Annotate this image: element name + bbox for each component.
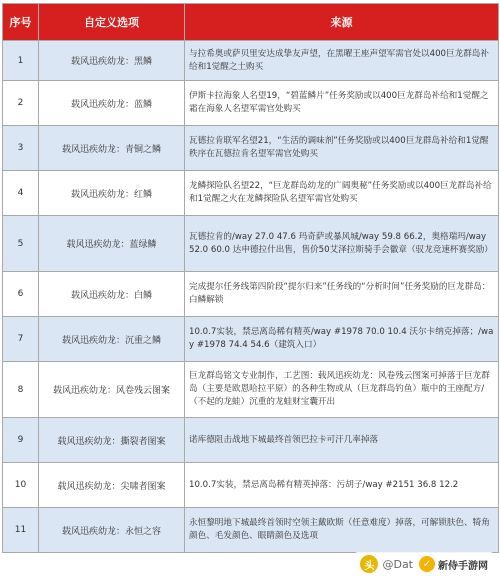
- table-row: [3, 362, 499, 418]
- table-row: [3, 317, 499, 362]
- row-number: 3: [3, 126, 39, 171]
- table-header-row: [3, 4, 499, 41]
- row-source: 10.0.7实装，禁忌离岛稀有精英掉落：污胡子/way #2151 36.8 12.2: [185, 463, 499, 508]
- row-number: 8: [3, 362, 39, 418]
- row-source: 伊斯卡拉海象人名望19，“碧蓝鳞片”任务奖励或以400巨龙群岛补给和1觉醒之霜在海象人名望军需官处购买: [185, 81, 499, 126]
- row-option: 载风迅疾幼龙：风卷残云图案: [39, 362, 185, 418]
- table-row: [3, 81, 499, 126]
- row-source: 巨龙群岛铭文专业制作，工艺图：载风迅疾幼龙：风卷残云图案可掉落于巨龙群岛（主要是欧恩哈拉平原）的各种生物或从（巨龙群岛钓鱼）瓶中的王座配方/（不起的龙蛙）沉重的龙蛙财宝囊开出: [185, 362, 499, 418]
- table-row: [3, 463, 499, 508]
- row-number: 10: [3, 463, 39, 508]
- row-source: 完成提尔任务线第四阶段“提尔归来”任务线的“分析时间”任务奖励的巨龙群岛：白鳞解锁: [185, 272, 499, 317]
- watermark-site: 新侍手游网: [438, 560, 488, 572]
- row-number: 4: [3, 171, 39, 216]
- table-row: [3, 418, 499, 463]
- row-option: 载风迅疾幼龙：青铜之鳞: [39, 126, 185, 171]
- row-option: 载风迅疾幼龙：红鳞: [39, 171, 185, 216]
- row-option: 载风迅疾幼龙：尖啸者图案: [39, 463, 185, 508]
- row-option: 载风迅疾幼龙：白鳞: [39, 272, 185, 317]
- row-option: 载风迅疾幼龙：永恒之容: [39, 508, 185, 553]
- watermark-text: @Dat: [382, 557, 413, 571]
- row-number: 2: [3, 81, 39, 126]
- row-option: 载风迅疾幼龙：黑鳞: [39, 41, 185, 81]
- customization-table: [2, 3, 499, 553]
- row-number: 1: [3, 41, 39, 81]
- table-row: [3, 171, 499, 216]
- table-row: [3, 41, 499, 81]
- row-source: 瓦德拉肯联军名望21，“生活的调味剂”任务奖励或以400巨龙群岛补给和1觉醒秩序在瓦德拉肯名望军需官处购买: [185, 126, 499, 171]
- watermark-logo-icon: 头: [360, 555, 378, 573]
- row-source: 与拉希奥或萨贝里安达成挚友声望，在黑曜王座声望军需官处以400巨龙群岛补给和1觉醒之土购买: [185, 41, 499, 81]
- header-option: 自定义选项: [39, 4, 185, 41]
- row-option: 载风迅疾幼龙：撕裂者图案: [39, 418, 185, 463]
- watermark: [354, 552, 494, 576]
- row-source: 诺库德阻击战地下城最终首领巴拉卡可汗几率掉落: [185, 418, 499, 463]
- row-source: 龙鳞探险队名望22，“巨龙群岛幼龙的广阔奥秘”任务奖励或以400巨龙群岛补给和1觉醒之火在龙鳞探险队名望军需官处购买: [185, 171, 499, 216]
- row-source: 10.0.7实装，禁忌离岛稀有精英/way #1978 70.0 10.4 沃尔卡纳克掉落；/way #1978 74.4 54.6（建筑入口）: [185, 317, 499, 362]
- table-row: [3, 216, 499, 272]
- header-source: 来源: [185, 4, 499, 41]
- row-number: 7: [3, 317, 39, 362]
- row-option: 载风迅疾幼龙：蓝鳞: [39, 81, 185, 126]
- watermark-badge-icon: ✓: [419, 556, 435, 572]
- row-option: 载风迅疾幼龙：沉重之鳞: [39, 317, 185, 362]
- table-row: [3, 126, 499, 171]
- row-number: 11: [3, 508, 39, 553]
- row-number: 5: [3, 216, 39, 272]
- table-row: [3, 508, 499, 553]
- row-source: 永恒黎明地下城最终首领时空领主戴欧斯（任意难度）掉落，可解锁肤色、犄角颜色、毛发颜色、眼睛颜色及选项: [185, 508, 499, 553]
- row-option: 载风迅疾幼龙：蓝绿鳞: [39, 216, 185, 272]
- header-index: 序号: [3, 4, 39, 41]
- row-source: 瓦德拉肯的/way 27.0 47.6 玛奇萨或暴风城/way 59.8 66.2，奥格瑞玛/way 52.0 60.0 达申德拉什出售，售价50艾泽拉斯骑手会徽章（驭龙竞速杯赛奖励）: [185, 216, 499, 272]
- row-number: 6: [3, 272, 39, 317]
- table-row: [3, 272, 499, 317]
- row-number: 9: [3, 418, 39, 463]
